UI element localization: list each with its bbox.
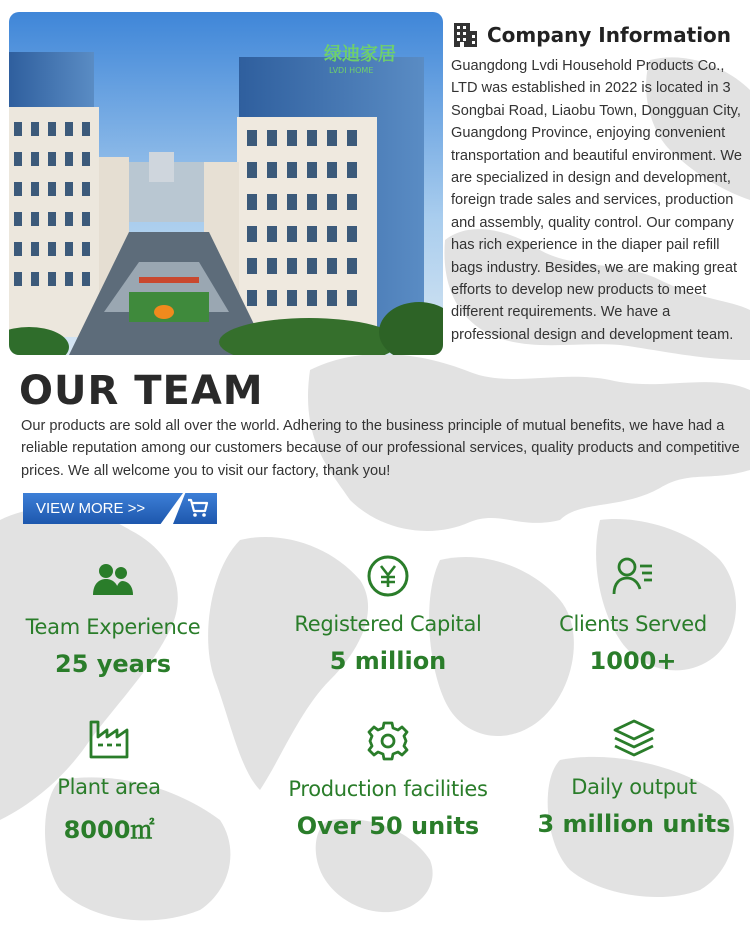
stat-daily-output: [514, 717, 750, 838]
stat-label: Daily output: [571, 775, 697, 799]
stat-label: Production facilities: [288, 777, 488, 801]
our-team-text: Our products are sold all over the world. Adhering to the business principle of mutual benefits, we have had a reliable reputation among our customers because of our professional services, quality products and competitive prices. We all welcome you to visit our factory, thank you!: [21, 418, 740, 479]
factory-icon: [87, 717, 131, 761]
stat-value: 1000+: [589, 647, 677, 675]
clients-icon: [611, 554, 655, 598]
building-icon: [451, 21, 479, 49]
stat-value: Over 50 units: [296, 812, 480, 840]
stat-value: 3 million units: [537, 810, 731, 838]
our-team-title: OUR TEAM: [19, 368, 264, 414]
stat-label: Clients Served: [559, 612, 707, 636]
stat-plant-area: [0, 717, 229, 845]
gear-icon: [366, 719, 410, 763]
company-info-text: Guangdong Lvdi Household Products Co., LTD was established in 2022 is located in 3 Songbai Road, Liaobu Town, Dongguan City, Guangdong Province, enjoying convenient transportation and beautiful environment. We are specialized in design and development, foreign trade sales and services, production and assembly, quality control. Our company has rich experience in the diaper pail refill bags industry. Besides, we are making great efforts to develop new products to meet different requirements. We have a professional design and development team.: [451, 58, 742, 343]
stat-value: 8000㎡: [63, 816, 155, 844]
company-info-title: Company Information: [487, 23, 732, 47]
yuan-coin-icon: [366, 554, 410, 598]
stat-registered-capital: [268, 554, 508, 675]
company-building-photo: [9, 12, 443, 355]
team-icon: [91, 557, 135, 601]
stat-label: Plant area: [57, 775, 161, 799]
layers-icon: [612, 717, 656, 761]
building-sign-sub: LVDI HOME: [329, 66, 374, 75]
view-more-button[interactable]: [23, 493, 217, 524]
company-info-header: [451, 17, 746, 53]
stat-value: 25 years: [55, 650, 171, 678]
view-more-label: VIEW MORE >>: [36, 500, 146, 517]
stat-team-experience: [0, 557, 233, 678]
stat-clients-served: [513, 554, 750, 675]
stat-label: Registered Capital: [294, 612, 482, 636]
stat-label: Team Experience: [25, 615, 201, 639]
stat-production-facilities: [268, 719, 508, 840]
stat-value: 5 million: [329, 647, 447, 675]
building-sign: 绿迪家居: [324, 44, 396, 65]
shopping-cart-icon: [187, 498, 209, 518]
